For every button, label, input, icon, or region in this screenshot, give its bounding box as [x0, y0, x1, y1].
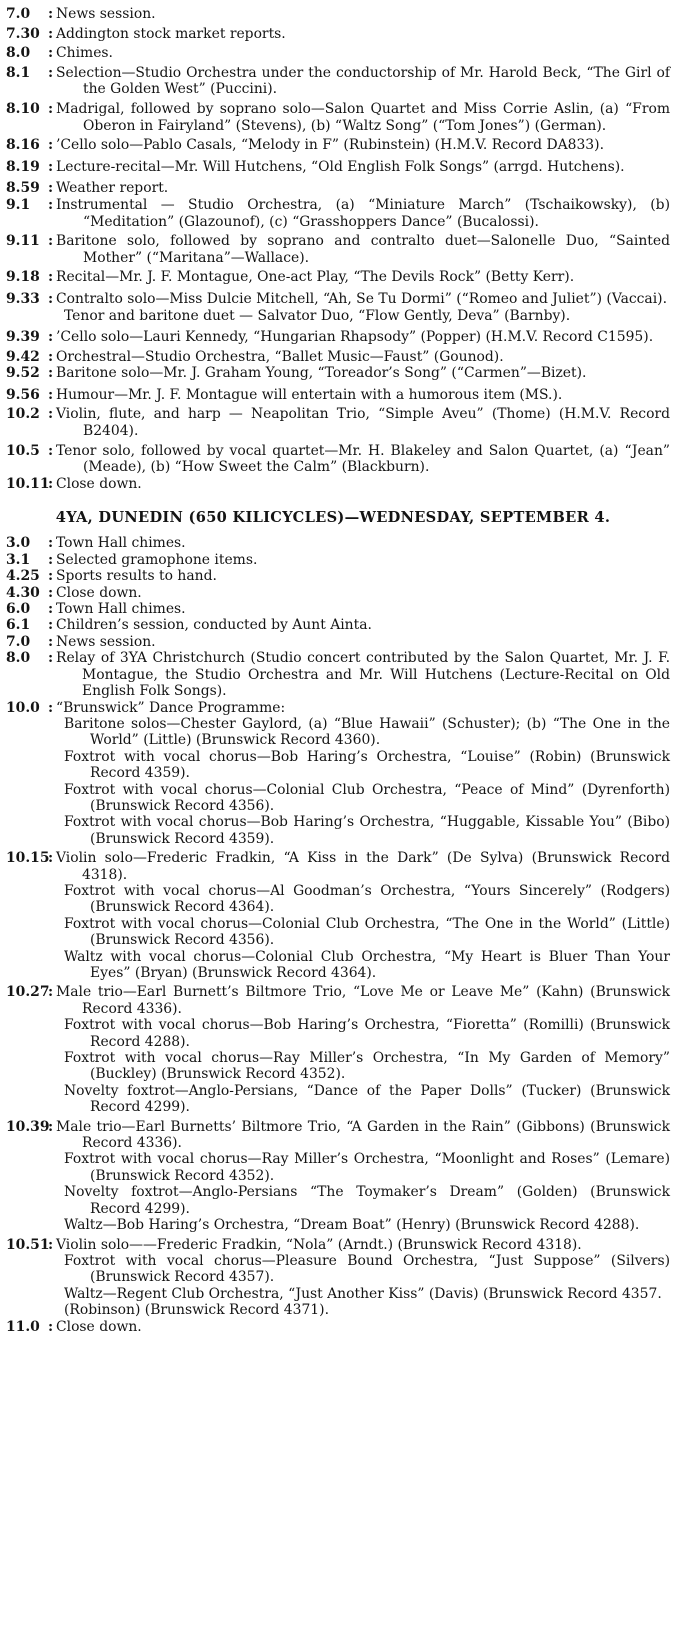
schedule-entry: 9.11 : Baritone solo, followed by soprano and contralto duet—Salonelle Duo, “Sainted Mother” (“Maritana”—Wallace).: [6, 233, 670, 266]
entry-text: Baritone solo—Mr. J. Graham Young, “Toreador’s Song” (“Carmen”—Bizet).: [56, 365, 587, 382]
schedule-entry: 9.33 : Contralto solo—Miss Dulcie Mitchell, “Ah, Se Tu Dormi” (“Romeo and Juliet”) (Vaccai).: [0, 291, 700, 308]
entry-text: Male trio—Earl Burnetts’ Biltmore Trio, “A Garden in the Rain” (Gibbons) (Brunswick Record 4336).: [56, 1118, 670, 1152]
entry-text: Relay of 3YA Christchurch (Studio concert contributed by the Salon Quartet, Mr. J. F. Montague, the Studio Orchestra and Mr. Will Hutchens (Lecture-Recital on Old English Folk Songs).: [56, 650, 670, 700]
entry-text: News session.: [56, 633, 156, 650]
entry-text: Tenor solo, followed by vocal quartet—Mr. H. Blakeley and Salon Quartet, (a) “Jean” (Meade), (b) “How Sweet the Calm” (Blackburn).: [56, 442, 670, 476]
programme-section-dunedin: [0, 535, 700, 1335]
schedule-subentry: [0, 1151, 700, 1184]
entry-time: 10.0: [6, 699, 40, 716]
entry-text: Waltz—Regent Club Orchestra, “Just Another Kiss” (Davis) (Brunswick Record 4357.: [64, 1285, 662, 1302]
entry-text: Contralto solo—Miss Dulcie Mitchell, “Ah, Se Tu Dormi” (“Romeo and Juliet”) (Vaccai).: [56, 290, 667, 307]
entry-text: Foxtrot with vocal chorus—Bob Haring’s Orchestra, “Fioretta” (Romilli) (Brunswick Record 4288).: [64, 1017, 670, 1050]
entry-time: 8.10: [6, 100, 40, 117]
schedule-entry: 8.16 : ’Cello solo—Pablo Casals, “Melody in F” (Rubinstein) (H.M.V. Record DA833).: [0, 137, 700, 154]
entry-time: 9.1: [6, 196, 31, 213]
entry-text: Recital—Mr. J. F. Montague, One-act Play, “The Devils Rock” (Betty Kerr).: [56, 269, 575, 286]
entry-text: Children’s session, conducted by Aunt Ainta.: [56, 617, 372, 634]
entry-time: 10.11: [6, 475, 50, 492]
entry-text: Foxtrot with vocal chorus—Colonial Club Orchestra, “Peace of Mind” (Dyrenforth) (Brunswick Record 4356).: [64, 781, 670, 814]
schedule-subentry: [0, 1017, 700, 1050]
entry-text: Foxtrot with vocal chorus—Al Goodman’s Orchestra, “Yours Sincerely” (Rodgers) (Brunswick Record 4364).: [64, 882, 670, 916]
schedule-subentry: [0, 716, 700, 749]
schedule-entry: 10.15 : Violin solo—Frederic Fradkin, “A Kiss in the Dark” (De Sylva) (Brunswick Record 4318).: [6, 850, 670, 883]
schedule-subentry: [0, 949, 700, 982]
entry-text: Humour—Mr. J. F. Montague will entertain with a humorous item (MS.).: [56, 386, 563, 403]
schedule-entry: 7.0 : News session.: [0, 634, 700, 650]
entry-time: 8.16: [6, 137, 40, 154]
schedule-subentry: [0, 1302, 700, 1318]
entry-text: Novelty foxtrot—Anglo-Persians, “Dance of the Paper Dolls” (Tucker) (Brunswick Record 4299).: [64, 1082, 670, 1116]
schedule-entry: 10.51 : Violin solo——Frederic Fradkin, “Nola” (Arndt.) (Brunswick Record 4318).: [0, 1237, 700, 1253]
entry-text: Foxtrot with vocal chorus—Bob Haring’s Orchestra, “Huggable, Kissable You” (Bibo) (Brunswick Record 4359).: [64, 814, 670, 847]
entry-text: Addington stock market reports.: [56, 25, 286, 42]
entry-time: 4.25: [6, 568, 40, 585]
schedule-entry: 7.30 : Addington stock market reports.: [0, 26, 700, 43]
schedule-subentry: [0, 916, 700, 949]
station-heading: 4YA, DUNEDIN (650 KILICYCLES)—WEDNESDAY, SEPTEMBER 4.: [55, 509, 611, 527]
entry-time: 7.30: [6, 25, 40, 42]
entry-text: Male trio—Earl Burnett’s Biltmore Trio, “Love Me or Leave Me” (Kahn) (Brunswick Record 4336).: [56, 984, 670, 1017]
entry-time: 9.39: [6, 329, 40, 346]
schedule-entry: 8.59 : Weather report.: [0, 180, 700, 197]
entry-text: Selection—Studio Orchestra under the conductorship of Mr. Harold Beck, “The Girl of the Golden West” (Puccini).: [56, 64, 670, 98]
entry-text: Lecture-recital—Mr. Will Hutchens, “Old English Folk Songs” (arrgd. Hutchens).: [56, 158, 625, 175]
schedule-entry: 10.2 : Violin, flute, and harp — Neapolitan Trio, “Simple Aveu” (Thome) (H.M.V. Record B2404).: [6, 406, 670, 440]
entry-time: 7.0: [6, 633, 31, 650]
entry-text: (Robinson) (Brunswick Record 4371).: [64, 1302, 329, 1319]
entry-time: 10.15: [6, 850, 50, 867]
entry-text: Baritone solo, followed by soprano and contralto duet—Salonelle Duo, “Sainted Mother” (“Maritana”—Wallace).: [56, 233, 670, 266]
entry-time: 8.19: [6, 158, 40, 175]
entry-time: 3.1: [6, 551, 31, 568]
schedule-entry: 8.0 : Chimes.: [0, 45, 700, 62]
entry-text: Waltz—Bob Haring’s Orchestra, “Dream Boat” (Henry) (Brunswick Record 4288).: [64, 1217, 640, 1234]
schedule-subentry: [0, 782, 700, 815]
entry-time: 9.56: [6, 386, 40, 403]
entry-text: ’Cello solo—Pablo Casals, “Melody in F” (Rubinstein) (H.M.V. Record DA833).: [56, 137, 604, 154]
entry-text: Novelty foxtrot—Anglo-Persians “The Toymaker’s Dream” (Golden) (Brunswick Record 4299).: [64, 1184, 670, 1217]
entry-time: 10.5: [6, 442, 40, 459]
entry-text: Town Hall chimes.: [56, 535, 186, 552]
schedule-entry: 9.18 : Recital—Mr. J. F. Montague, One-act Play, “The Devils Rock” (Betty Kerr).: [0, 269, 700, 286]
schedule-subentry: [0, 1286, 700, 1302]
entry-time: 9.42: [6, 348, 40, 365]
entry-text: Orchestral—Studio Orchestra, “Ballet Music—Faust” (Gounod).: [56, 348, 504, 365]
entry-text: Madrigal, followed by soprano solo—Salon Quartet and Miss Corrie Aslin, (a) “From Oberon in Fairyland” (Stevens), (b) “Waltz Song” (“Tom Jones”) (German).: [56, 100, 670, 134]
entry-time: 9.52: [6, 365, 40, 382]
entry-time: 8.59: [6, 180, 40, 197]
schedule-subentry: [0, 1083, 700, 1116]
entry-text: Foxtrot with vocal chorus—Ray Miller’s Orchestra, “Moonlight and Roses” (Lemare) (Brunswick Record 4352).: [64, 1151, 670, 1184]
schedule-entry: 9.56 : Humour—Mr. J. F. Montague will entertain with a humorous item (MS.).: [0, 387, 700, 404]
entry-text: Violin solo——Frederic Fradkin, “Nola” (Arndt.) (Brunswick Record 4318).: [56, 1236, 582, 1253]
entry-time: 3.0: [6, 535, 31, 552]
schedule-entry: 8.0 : Relay of 3YA Christchurch (Studio concert contributed by the Salon Quartet, Mr. J. F. Montague, the Studio Orchestra and Mr. Will Hutchens (Lecture-Recital on Old English Folk Songs).: [6, 650, 670, 700]
schedule-entry: 10.39 : Male trio—Earl Burnetts’ Biltmore Trio, “A Garden in the Rain” (Gibbons) (Brunswick Record 4336).: [6, 1118, 670, 1152]
entry-time: 10.39: [6, 1118, 50, 1135]
entry-time: 7.0: [6, 6, 31, 22]
schedule-subentry: [0, 1184, 700, 1217]
entry-time: 10.51: [6, 1236, 50, 1253]
entry-text: Chimes.: [56, 45, 113, 62]
schedule-subentry: [0, 883, 700, 916]
entry-time: 8.0: [6, 650, 31, 667]
schedule-entry: 6.1 : Children’s session, conducted by Aunt Ainta.: [0, 617, 700, 633]
entry-text: Weather report.: [56, 180, 169, 197]
schedule-subentry: [0, 749, 700, 782]
entry-text: Foxtrot with vocal chorus—Colonial Club Orchestra, “The One in the World” (Little) (Brunswick Record 4356).: [64, 915, 670, 949]
schedule-entry: 7.0 : News session.: [0, 6, 700, 23]
schedule-entry: 10.0 : “Brunswick” Dance Programme:: [0, 700, 700, 716]
schedule-entry: 10.5 : Tenor solo, followed by vocal quartet—Mr. H. Blakeley and Salon Quartet, (a) “Jean” (Meade), (b) “How Sweet the Calm” (Blackburn).: [6, 442, 670, 476]
entry-text: Selected gramophone items.: [56, 551, 258, 568]
schedule-entry: 3.1 : Selected gramophone items.: [0, 552, 700, 568]
entry-time: 10.27: [6, 984, 50, 1001]
schedule-entry: 8.10 : Madrigal, followed by soprano solo—Salon Quartet and Miss Corrie Aslin, (a) “From Oberon in Fairyland” (Stevens), (b) “Waltz Song” (“Tom Jones”) (German).: [6, 100, 670, 134]
entry-text: Close down.: [56, 475, 142, 492]
entry-time: 6.0: [6, 601, 31, 618]
entry-text: Baritone solos—Chester Gaylord, (a) “Blue Hawaii” (Schuster); (b) “The One in the World” (Little) (Brunswick Record 4360).: [64, 715, 670, 749]
schedule-entry: 8.1 : Selection—Studio Orchestra under the conductorship of Mr. Harold Beck, “The Girl of the Golden West” (Puccini).: [6, 64, 670, 98]
programme-section-christchurch: [0, 6, 700, 492]
entry-text: Violin, flute, and harp — Neapolitan Trio, “Simple Aveu” (Thome) (H.M.V. Record B2404).: [56, 406, 670, 440]
schedule-entry: 9.39 : ’Cello solo—Lauri Kennedy, “Hungarian Rhapsody” (Popper) (H.M.V. Record C1595).: [0, 329, 700, 346]
schedule-entry: 9.42 : Orchestral—Studio Orchestra, “Ballet Music—Faust” (Gounod).: [0, 349, 700, 366]
entry-text: Sports results to hand.: [56, 568, 217, 585]
entry-text: Foxtrot with vocal chorus—Pleasure Bound Orchestra, “Just Suppose” (Silvers) (Brunswick Record 4357).: [64, 1252, 670, 1286]
entry-time: 10.2: [6, 406, 40, 423]
schedule-entry: 11.0 : Close down.: [0, 1319, 700, 1335]
schedule-entry: 6.0 : Town Hall chimes.: [0, 601, 700, 617]
entry-time: 11.0: [6, 1318, 40, 1335]
entry-text: Violin solo—Frederic Fradkin, “A Kiss in the Dark” (De Sylva) (Brunswick Record 4318).: [56, 850, 670, 883]
entry-text: Close down.: [56, 584, 142, 601]
entry-text: ’Cello solo—Lauri Kennedy, “Hungarian Rhapsody” (Popper) (H.M.V. Record C1595).: [56, 329, 654, 346]
entry-time: 9.18: [6, 269, 40, 286]
schedule-entry: 3.0 : Town Hall chimes.: [0, 535, 700, 551]
entry-text: Foxtrot with vocal chorus—Ray Miller’s Orchestra, “In My Garden of Memory” (Buckley) (Brunswick Record 4352).: [64, 1050, 670, 1083]
schedule-entry: 8.19 : Lecture-recital—Mr. Will Hutchens, “Old English Folk Songs” (arrgd. Hutchens).: [0, 159, 700, 176]
schedule-entry: 9.52 : Baritone solo—Mr. J. Graham Young, “Toreador’s Song” (“Carmen”—Bizet).: [0, 365, 700, 382]
entry-text: Waltz with vocal chorus—Colonial Club Orchestra, “My Heart is Bluer Than Your Eyes” (Bryan) (Brunswick Record 4364).: [64, 948, 670, 981]
schedule-subentry: [0, 1253, 700, 1286]
entry-time: 9.33: [6, 290, 40, 307]
entry-text: Instrumental — Studio Orchestra, (a) “Miniature March” (Tschaikowsky), (b) “Meditation” (Glazounof), (c) “Grasshoppers Dance” (Bucalossi).: [56, 196, 670, 230]
schedule-entry: 10.11 : Close down.: [0, 476, 700, 493]
entry-time: 8.1: [6, 64, 31, 81]
schedule-entry: 4.25 : Sports results to hand.: [0, 568, 700, 584]
entry-time: 9.11: [6, 233, 40, 250]
entry-text: News session.: [56, 6, 156, 22]
schedule-entry: 10.27 : Male trio—Earl Burnett’s Biltmore Trio, “Love Me or Leave Me” (Kahn) (Brunswick Record 4336).: [6, 984, 670, 1017]
entry-text: “Brunswick” Dance Programme:: [56, 699, 286, 716]
schedule-subentry: [0, 1050, 700, 1083]
entry-time: 6.1: [6, 617, 31, 634]
entry-time: 8.0: [6, 45, 31, 62]
schedule-entry: 4.30 : Close down.: [0, 585, 700, 601]
entry-text: Foxtrot with vocal chorus—Bob Haring’s Orchestra, “Louise” (Robin) (Brunswick Record 4359).: [64, 748, 670, 782]
schedule-entry: 9.1 : Instrumental — Studio Orchestra, (a) “Miniature March” (Tschaikowsky), (b) “Meditation” (Glazounof), (c) “Grasshoppers Dance” (Bucalossi).: [6, 196, 670, 230]
entry-text: Close down.: [56, 1318, 142, 1335]
entry-time: 4.30: [6, 584, 40, 601]
schedule-subentry: [0, 1217, 700, 1233]
schedule-subentry: [0, 308, 700, 325]
entry-text: Town Hall chimes.: [56, 601, 186, 618]
schedule-subentry: [0, 814, 700, 847]
entry-text: Tenor and baritone duet — Salvator Duo, “Flow Gently, Deva” (Barnby).: [64, 307, 571, 324]
